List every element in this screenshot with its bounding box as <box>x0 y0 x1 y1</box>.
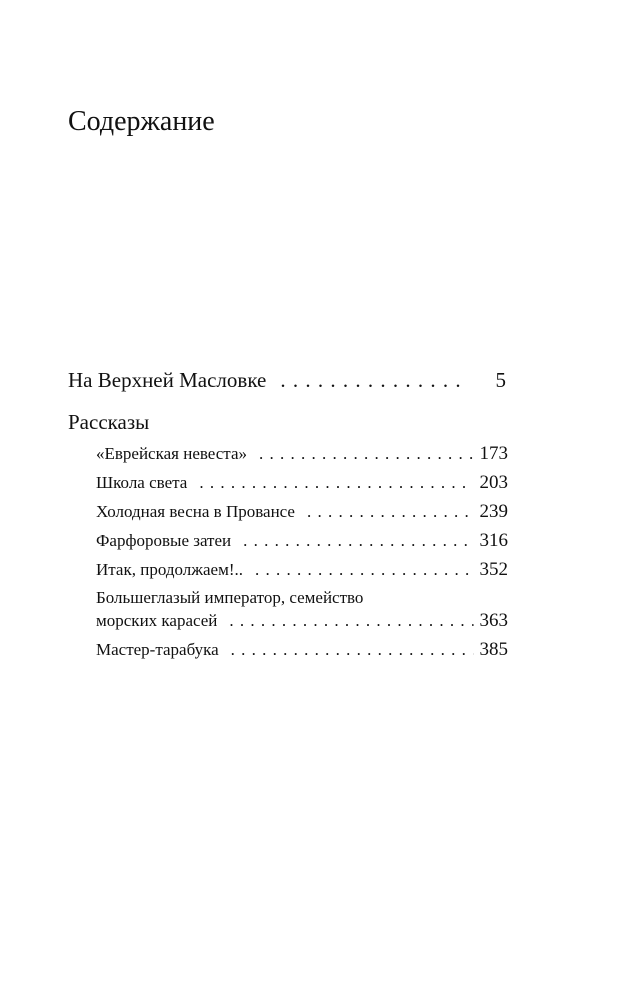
toc-entry-continuation <box>96 609 508 633</box>
toc-entry <box>96 558 508 582</box>
toc-entry-title: Школа света <box>96 473 188 492</box>
toc-entry-title: Холодная весна в Провансе <box>96 502 295 521</box>
toc-leader-dots <box>199 471 473 495</box>
section-heading: Рассказы <box>68 410 150 434</box>
toc-entry-page: 385 <box>479 639 508 660</box>
toc-entry-title-line2: морских карасей <box>96 611 218 630</box>
toc-entry-page: 316 <box>479 530 508 551</box>
toc-entry-title: Фарфоровые затеи <box>96 531 232 550</box>
section-items <box>96 442 508 662</box>
toc-entry-title: На Верхней Масловке <box>68 368 267 392</box>
toc-entry-page: 363 <box>479 610 508 631</box>
toc-entry-page: 5 <box>495 368 506 392</box>
toc-entry-page: 173 <box>479 443 508 464</box>
toc-entry <box>96 442 508 466</box>
toc-entry-page: 352 <box>479 559 508 580</box>
toc-leader-dots <box>243 529 473 553</box>
toc-entry-title-line1: Большеглазый император, семейство <box>96 588 364 607</box>
toc-entry <box>96 500 508 524</box>
toc-entry <box>96 638 508 662</box>
toc-leader-dots <box>307 500 474 524</box>
toc-entry-title: Итак, продолжаем!.. <box>96 560 243 579</box>
toc-leader-dots <box>255 558 474 582</box>
page-title: Содержание <box>68 106 215 137</box>
toc-entry-title: «Еврейская невеста» <box>96 444 247 463</box>
toc-leader-dots <box>231 638 474 662</box>
toc-entry <box>96 529 508 553</box>
toc-entry-multiline <box>96 587 508 633</box>
table-of-contents <box>68 364 508 667</box>
toc-entry-main <box>68 364 508 396</box>
toc-entry-page: 239 <box>479 501 508 522</box>
toc-leader-dots <box>280 364 460 396</box>
toc-leader-dots <box>229 609 473 633</box>
toc-entry-page: 203 <box>479 472 508 493</box>
toc-leader-dots <box>259 442 474 466</box>
toc-entry <box>96 471 508 495</box>
toc-entry-title: Мастер-тарабука <box>96 640 219 659</box>
